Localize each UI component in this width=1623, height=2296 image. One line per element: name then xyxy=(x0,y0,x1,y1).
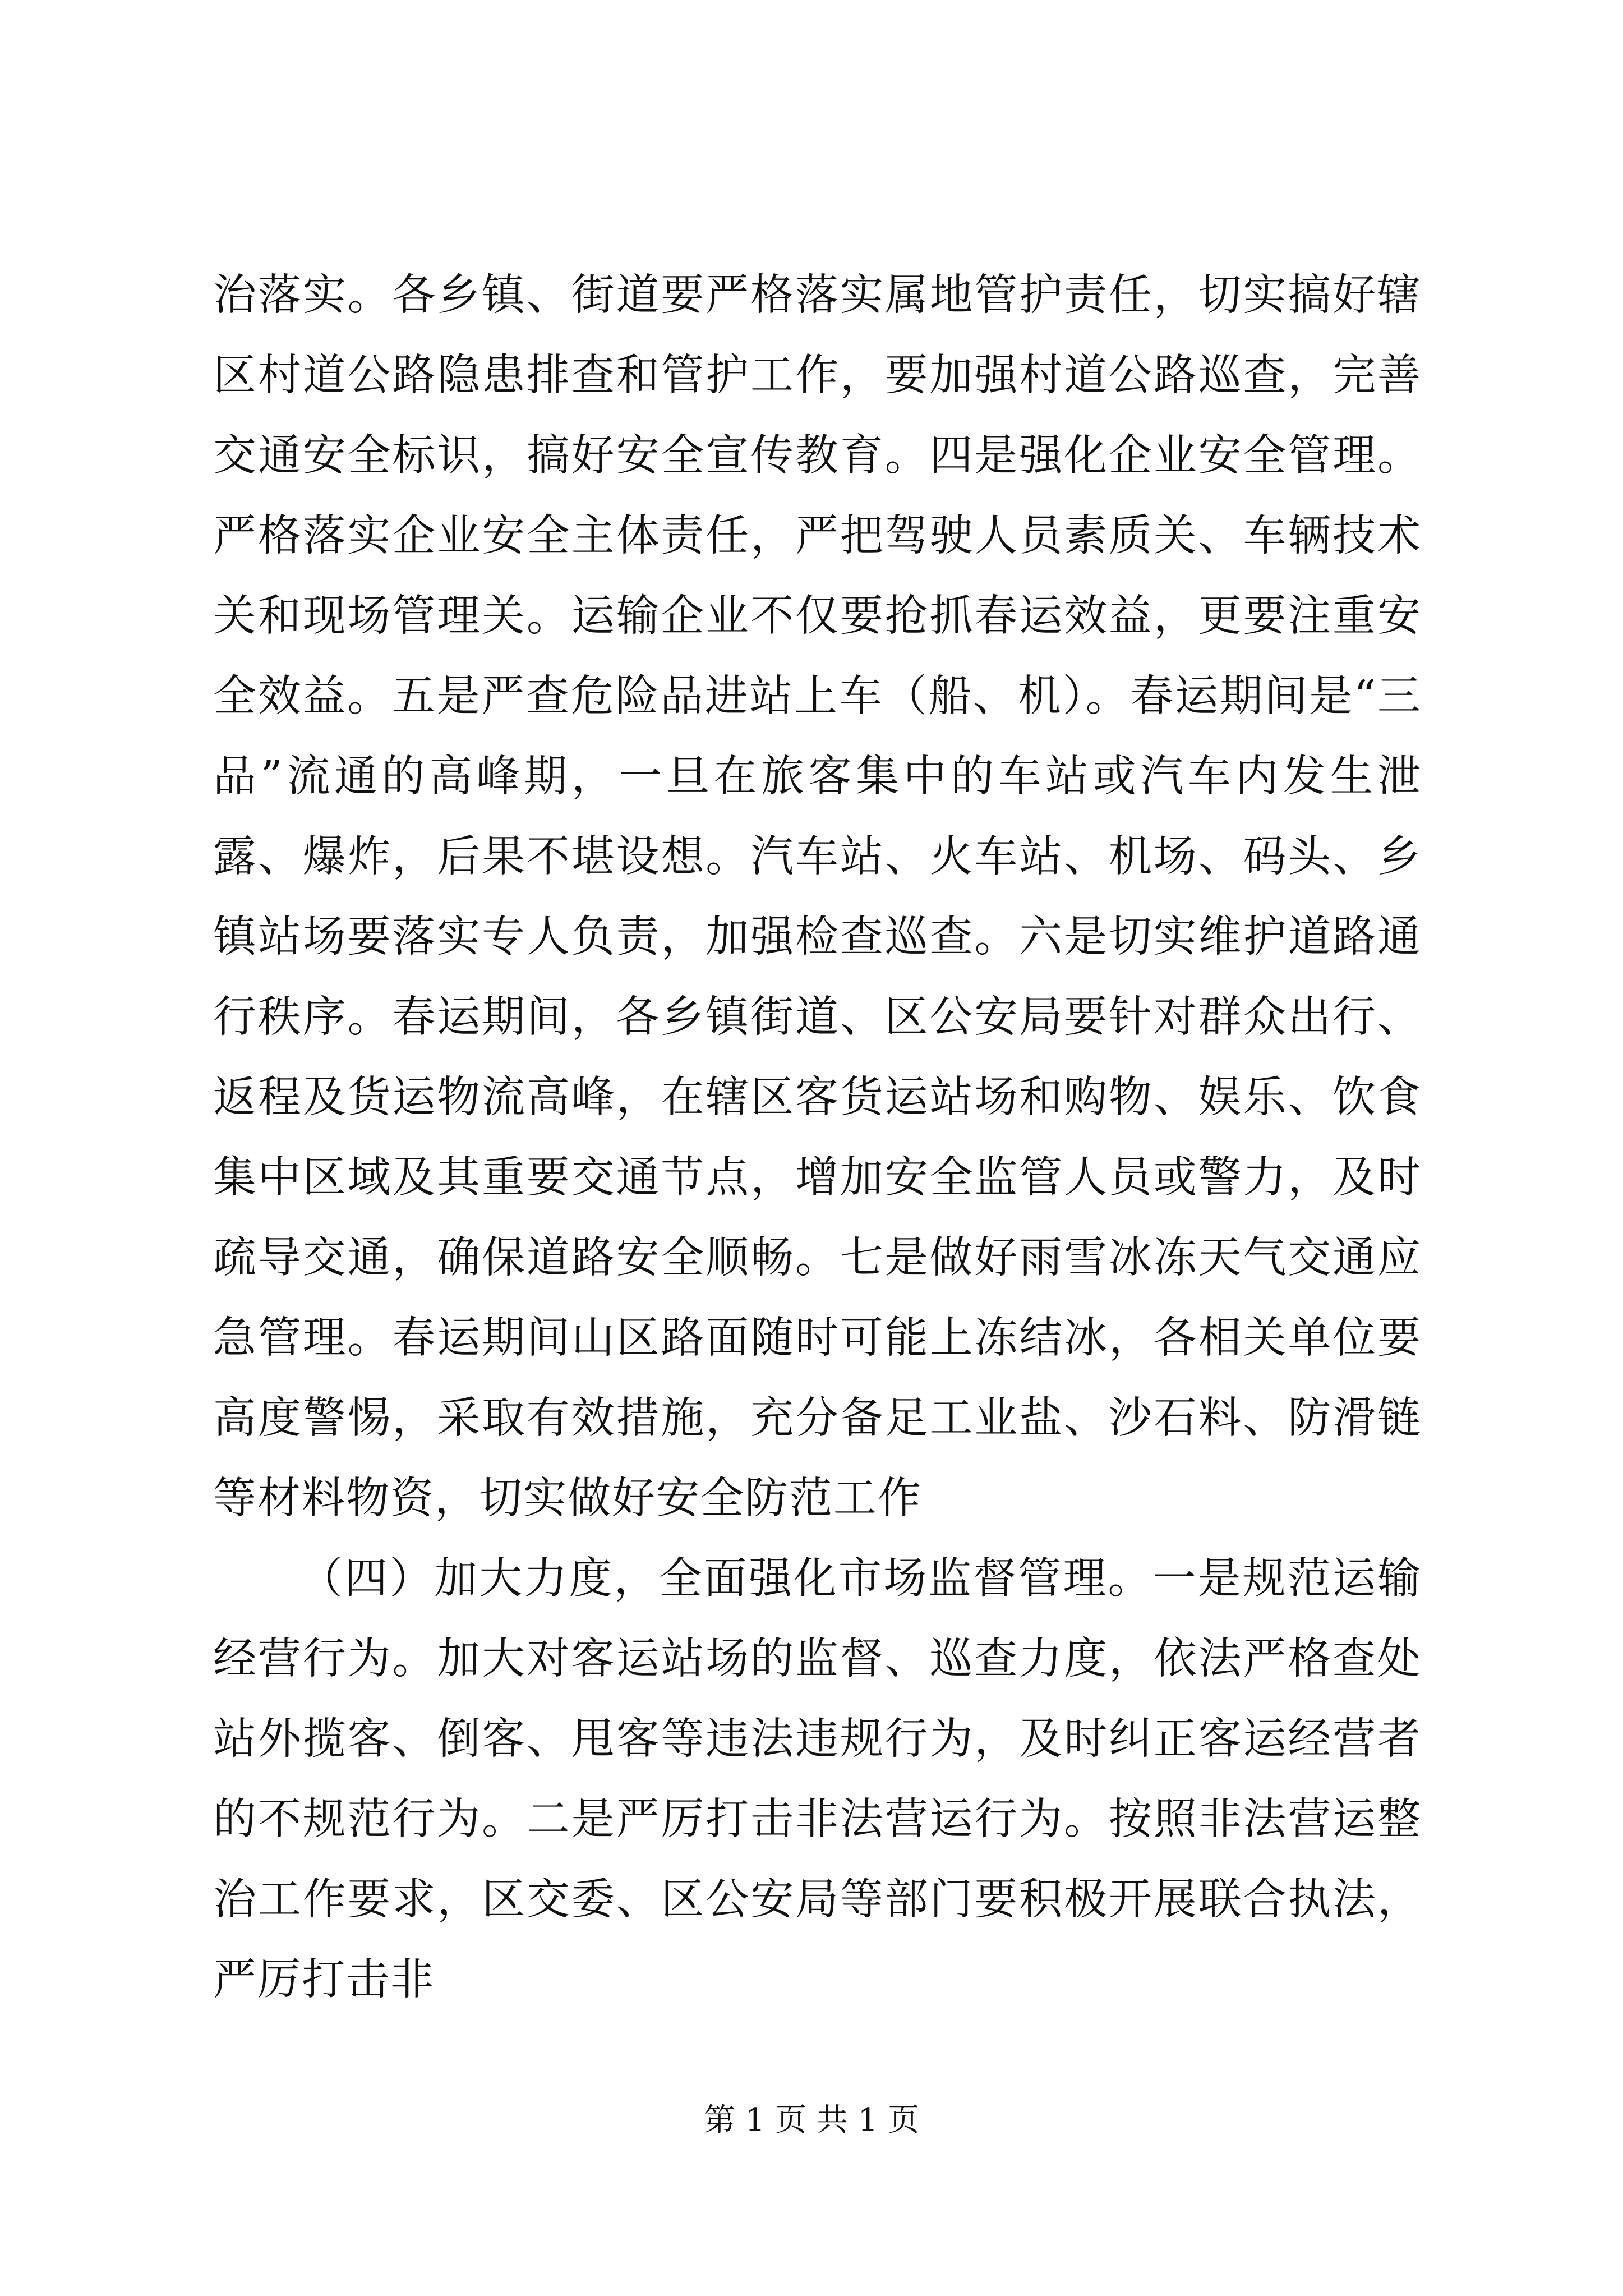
page-footer: 第 1 页 共 1 页 xyxy=(703,2102,920,2138)
document-body xyxy=(213,255,1422,2020)
paragraph-2: （四）加大力度，全面强化市场监督管理。一是规范运输经营行为。加大对客运站场的监督、巡查力度，依法严格查处站外揽客、倒客、甩客等违法违规行为，及时纠正客运经营者的不规范行为。二是严厉打击非法营运行为。按照非法营运整治工作要求，区交委、区公安局等部门要积极开展联合执法，严厉打击非 xyxy=(213,1554,1422,2005)
paragraph-1: 治落实。各乡镇、街道要严格落实属地管护责任，切实搞好辖区村道公路隐患排查和管护工作，要加强村道公路巡查，完善交通安全标识，搞好安全宣传教育。四是强化企业安全管理。严格落实企业安全主体责任，严把驾驶人员素质关、车辆技术关和现场管理关。运输企业不仅要抢抓春运效益，更要注重安全效益。五是严查危险品进站上车（船、机）。春运期间是“三品”流通的高峰期，一旦在旅客集中的车站或汽车内发生泄露、爆炸，后果不堪设想。汽车站、火车站、机场、码头、乡镇站场要落实专人负责，加强检查巡查。六是切实维护道路通行秩序。春运期间，各乡镇街道、区公安局要针对群众出行、返程及货运物流高峰，在辖区客货运站场和购物、娱乐、饮食集中区域及其重要交通节点，增加安全监管人员或警力，及时疏导交通，确保道路安全顺畅。七是做好雨雪冰冻天气交通应急管理。春运期间山区路面随时可能上冻结冰，各相关单位要高度警惕，采取有效措施，充分备足工业盐、沙石料、防滑链等材料物资，切实做好安全防范工作 xyxy=(213,270,1422,1524)
